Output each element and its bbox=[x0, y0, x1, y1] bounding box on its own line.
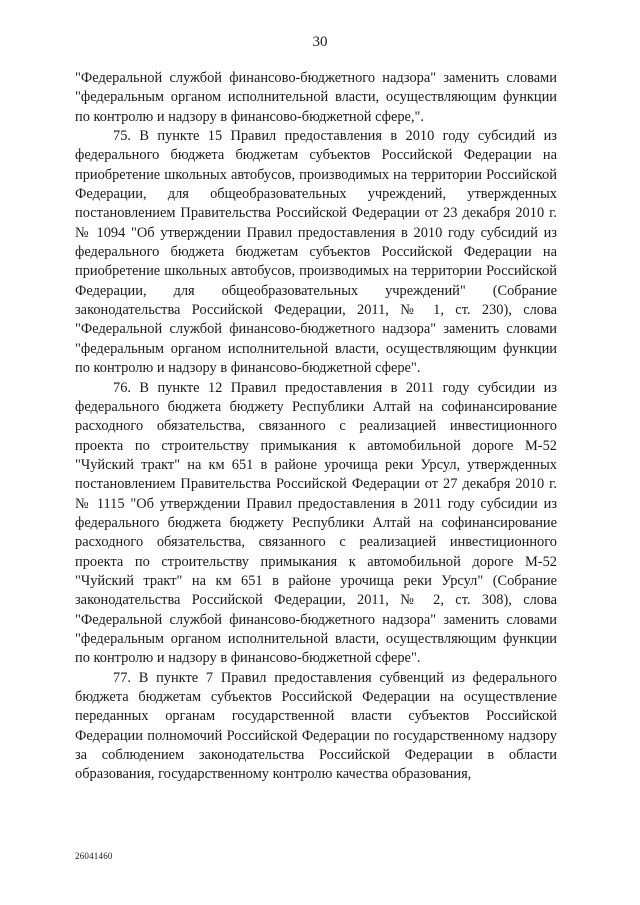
paragraph-item-77: 77. В пункте 7 Правил предоставления субвенций из федерального бюджета бюджетам субъектов Российской Федерации на осуществление переданных органам государственной власти субъектов Российской Федерации полномочий Российской Федерации по государственному надзору за соблюдением законодательства Российской Федерации в области образования, государственному контролю качества образования, bbox=[75, 669, 557, 783]
page-number: 30 bbox=[312, 34, 328, 50]
paragraph-continuation: "Федеральной службой финансово-бюджетного надзора" заменить словами "федеральным органом исполнительной власти, осуществляющим функции по контролю и надзору в финансово-бюджетной сфере,". bbox=[75, 70, 557, 125]
paragraph-item-75: 75. В пункте 15 Правил предоставления в 2010 году субсидий из федерального бюджета бюджетам субъектов Российской Федерации на приобретение школьных автобусов, производимых на территории Российской Федерации, для общеобразовательных учреждений, утвержденных постановлением Правительства Российской Федерации от 23 декабря 2010 г. № 1094 "Об утверждении Правил предоставления в 2010 году субсидий из федерального бюджета бюджетам субъектов Российской Федерации на приобретение школьных автобусов, производимых на территории Российской Федерации, для общеобразовательных учреждений" (Собрание законодательства Российской Федерации, 2011, № 1, ст. 230), слова "Федеральной службой финансово-бюджетного надзора" заменить словами "федеральным органом исполнительной власти, осуществляющим функции по контролю и надзору в финансово-бюджетной сфере". bbox=[75, 128, 557, 377]
document-code: 26041460 bbox=[75, 851, 113, 861]
document-body bbox=[75, 69, 557, 785]
paragraph-item-76: 76. В пункте 12 Правил предоставления в 2011 году субсидии из федерального бюджета бюджету Республики Алтай на софинансирование расходного обязательства, связанного с реализацией инвестиционного проекта по строительству примыкания к автомобильной дороге М-52 "Чуйский тракт" на км 651 в районе урочища реки Урсул, утвержденных постановлением Правительства Российской Федерации от 27 декабря 2010 г. № 1115 "Об утверждении Правил предоставления в 2011 году субсидии из федерального бюджета бюджету Республики Алтай на софинансирование расходного обязательства, связанного с реализацией инвестиционного проекта по строительству примыкания к автомобильной дороге М-52 "Чуйский тракт" на км 651 в районе урочища реки Урсул" (Собрание законодательства Российской Федерации, 2011, № 2, ст. 308), слова "Федеральной службой финансово-бюджетного надзора" заменить словами "федеральным органом исполнительной власти, осуществляющим функции по контролю и надзору в финансово-бюджетной сфере". bbox=[75, 379, 557, 667]
